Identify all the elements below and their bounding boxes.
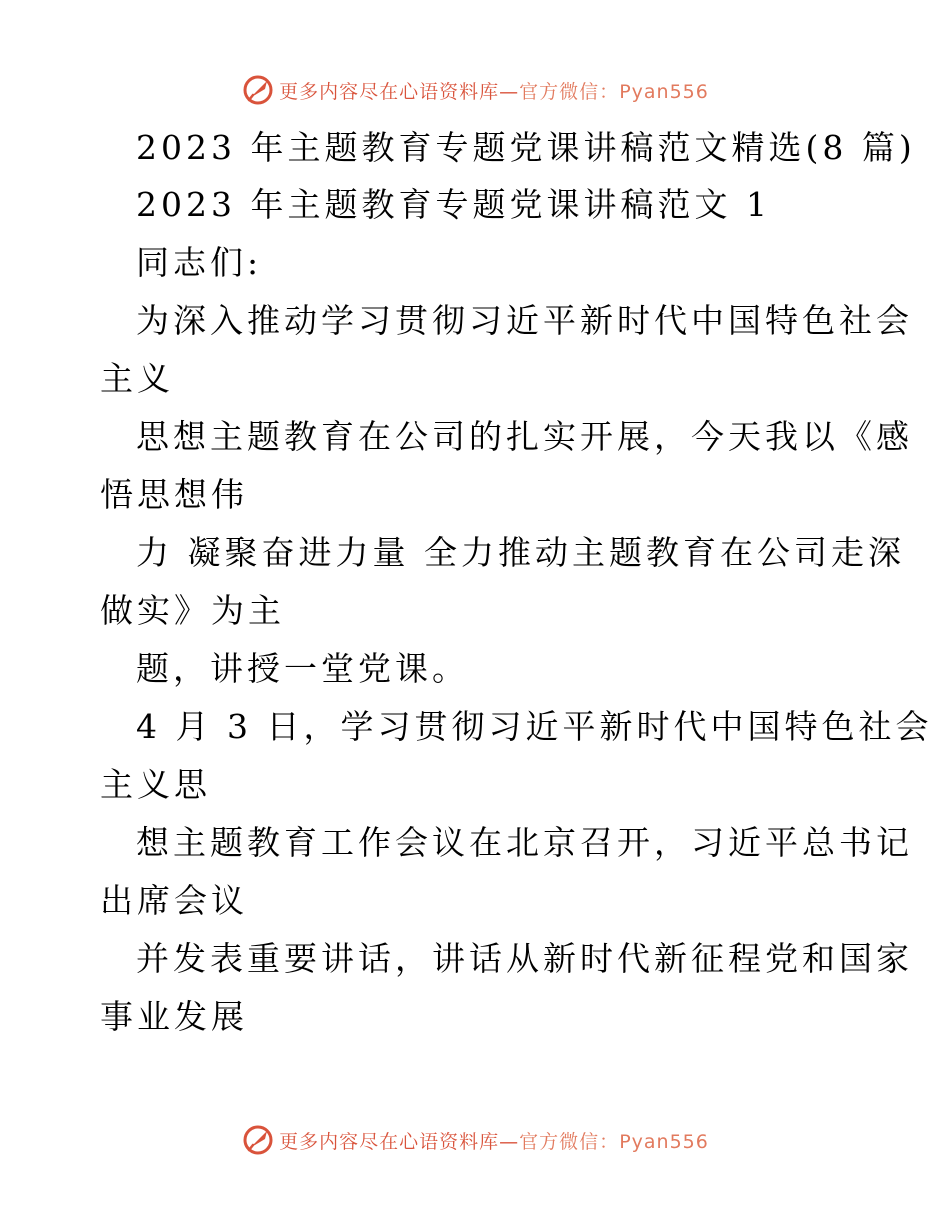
banner-wechat-label: 官方微信： — [519, 1130, 620, 1153]
banner-separator: — — [499, 1130, 520, 1153]
document-title: 2023 年主题教育专题党课讲稿范文精选(8 篇) — [136, 128, 916, 167]
banner-text — [279, 77, 709, 104]
paragraph-line: 4 月 3 日，学习贯彻习近平新时代中国特色社会 — [136, 707, 933, 746]
banner-separator: — — [499, 80, 520, 103]
paragraph-line: 想主题教育工作会议在北京召开，习近平总书记 — [136, 823, 913, 862]
banner-wechat-id: Pyan556 — [619, 80, 709, 103]
banner-wechat-label: 官方微信： — [519, 80, 620, 103]
paragraph-line: 事业发展 — [100, 997, 248, 1036]
section-heading: 2023 年主题教育专题党课讲稿范文 1 — [136, 185, 771, 224]
banner-wechat-id: Pyan556 — [619, 1130, 709, 1153]
quill-logo-icon — [241, 73, 275, 107]
banner-brand-text: 更多内容尽在心语资料库 — [279, 80, 500, 103]
paragraph-line: 力 凝聚奋进力量 全力推动主题教育在公司走深 — [136, 533, 905, 572]
paragraph-line: 做实》为主 — [100, 591, 285, 630]
banner-brand-text: 更多内容尽在心语资料库 — [279, 1130, 500, 1153]
header-watermark-banner — [0, 70, 950, 110]
paragraph-line: 思想主题教育在公司的扎实开展，今天我以《感 — [136, 417, 913, 456]
salutation: 同志们: — [136, 243, 263, 282]
footer-watermark-banner — [0, 1120, 950, 1160]
banner-text — [279, 1127, 709, 1154]
paragraph-line: 为深入推动学习贯彻习近平新时代中国特色社会 — [136, 301, 913, 340]
paragraph-line: 主义思 — [100, 765, 211, 804]
paragraph-line: 主义 — [100, 359, 174, 398]
paragraph-line: 出席会议 — [100, 881, 248, 920]
paragraph-line: 悟思想伟 — [100, 475, 248, 514]
paragraph-line: 并发表重要讲话，讲话从新时代新征程党和国家 — [136, 939, 913, 978]
quill-logo-icon — [241, 1123, 275, 1157]
paragraph-line: 题，讲授一堂党课。 — [136, 649, 469, 688]
